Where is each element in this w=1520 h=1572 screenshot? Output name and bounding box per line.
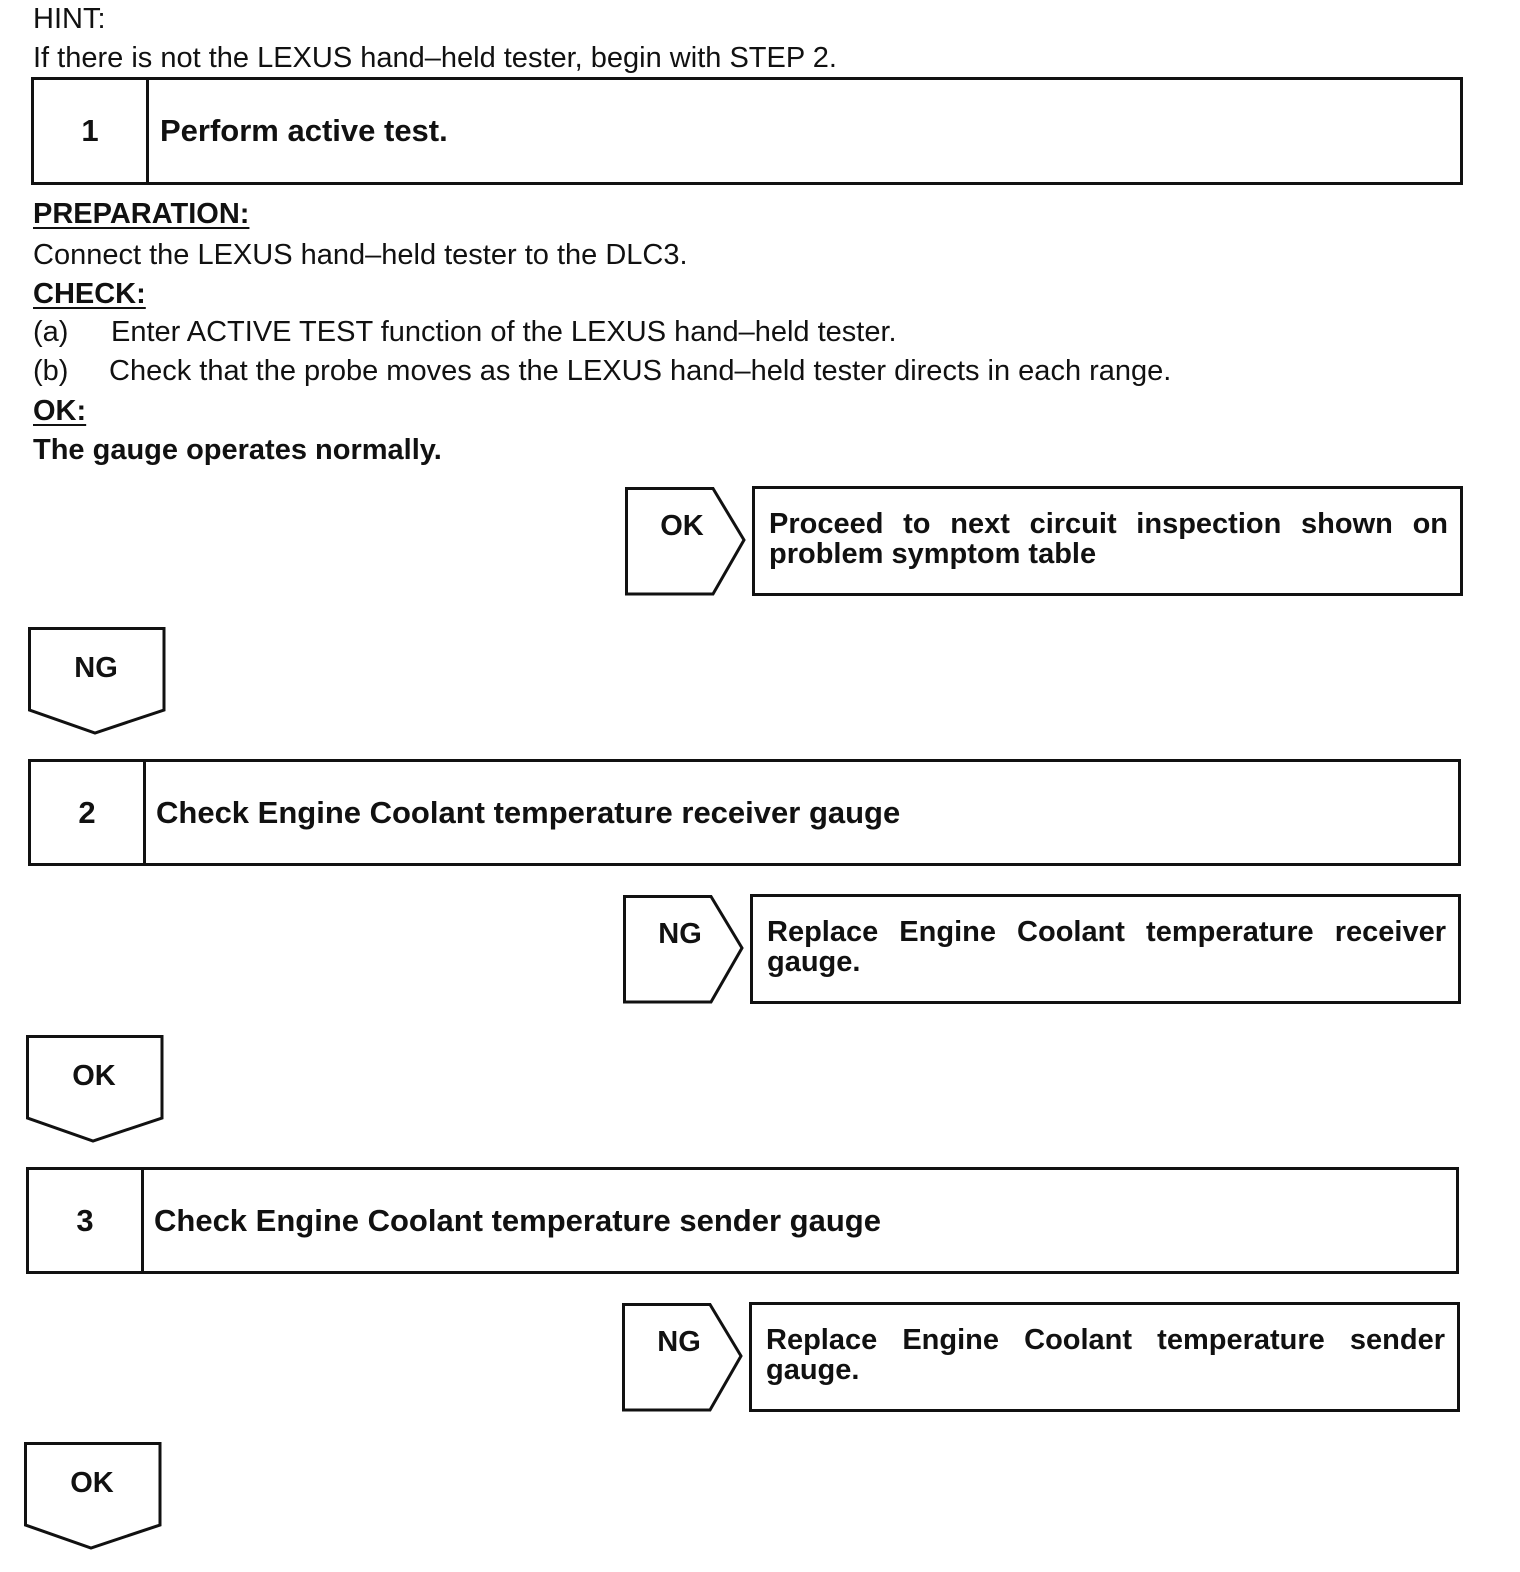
step-title: Check Engine Coolant temperature sender gauge xyxy=(154,1202,881,1238)
step-1-box xyxy=(31,77,1463,185)
step-number: 2 xyxy=(31,762,146,863)
branch-result-box: Proceed to next circuit inspection shown on problem symptom table xyxy=(752,486,1463,596)
down-arrow-label: OK xyxy=(72,1060,116,1092)
branch-label: NG xyxy=(658,918,702,950)
hint-label: HINT: xyxy=(33,3,106,35)
check-item-marker: (a) xyxy=(33,316,69,348)
step-2-box xyxy=(28,759,1461,866)
step-3-box xyxy=(26,1167,1459,1274)
ok-criteria-label: OK: xyxy=(33,395,87,427)
check-item-text: Enter ACTIVE TEST function of the LEXUS hand–held tester. xyxy=(111,316,897,348)
branch-result-box: Replace Engine Coolant temperature receiver gauge. xyxy=(750,894,1461,1004)
branch-result-box: Replace Engine Coolant temperature sender gauge. xyxy=(749,1302,1460,1412)
hint-text: If there is not the LEXUS hand–held tester, begin with STEP 2. xyxy=(33,42,837,74)
down-arrow-label: OK xyxy=(70,1467,114,1499)
step-title: Check Engine Coolant temperature receiver gauge xyxy=(156,794,901,830)
ok-criteria-text: The gauge operates normally. xyxy=(33,434,442,466)
down-arrow-label: NG xyxy=(74,652,118,684)
branch-label: NG xyxy=(657,1326,701,1358)
preparation-label: PREPARATION: xyxy=(33,198,250,230)
branch-label: OK xyxy=(660,510,704,542)
step-title: Perform active test. xyxy=(160,113,448,148)
check-label: CHECK: xyxy=(33,278,146,310)
step-number: 1 xyxy=(34,80,149,182)
step-number: 3 xyxy=(29,1170,144,1271)
check-item-marker: (b) xyxy=(33,355,69,387)
preparation-text: Connect the LEXUS hand–held tester to the DLC3. xyxy=(33,239,688,271)
check-item-text: Check that the probe moves as the LEXUS hand–held tester directs in each range. xyxy=(109,355,1172,387)
